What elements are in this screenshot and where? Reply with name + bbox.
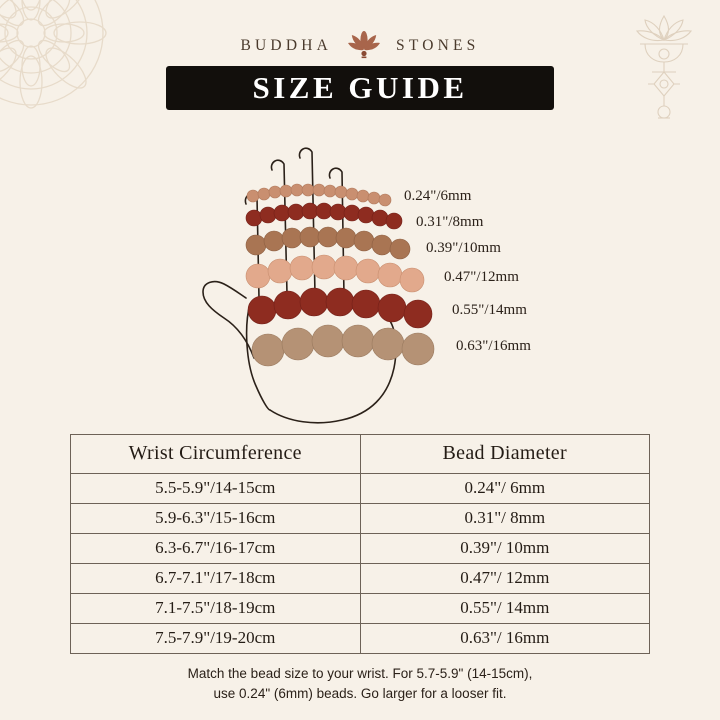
- bead-label-16mm: 0.63"/16mm: [456, 338, 531, 354]
- cell-bead: 0.31"/ 8mm: [360, 504, 650, 534]
- table-row: [71, 564, 650, 594]
- table-row: [71, 534, 650, 564]
- page-title-banner: [166, 66, 554, 110]
- cell-wrist: 7.1-7.5"/18-19cm: [71, 594, 361, 624]
- bracelet-row-10mm: [246, 227, 410, 259]
- size-table: [70, 434, 650, 654]
- table-row: [71, 474, 650, 504]
- table-row: [71, 504, 650, 534]
- table-header-wrist: Wrist Circumference: [71, 435, 361, 474]
- cell-wrist: 5.9-6.3"/15-16cm: [71, 504, 361, 534]
- cell-bead: 0.63"/ 16mm: [360, 624, 650, 654]
- bracelet-row-16mm: [252, 325, 434, 366]
- bracelet-row-6mm: [247, 184, 391, 206]
- bracelet-row-8mm: [246, 203, 402, 229]
- table-header-bead: Bead Diameter: [360, 435, 650, 474]
- table-row: [71, 594, 650, 624]
- cell-wrist: 6.7-7.1"/17-18cm: [71, 564, 361, 594]
- bead-label-10mm: 0.39"/10mm: [426, 240, 501, 256]
- cell-bead: 0.55"/ 14mm: [360, 594, 650, 624]
- mandala-decoration-top-right: [618, 6, 710, 126]
- bead-label-6mm: 0.24"/6mm: [404, 188, 472, 204]
- cell-wrist: 7.5-7.9"/19-20cm: [71, 624, 361, 654]
- bead-label-8mm: 0.31"/8mm: [416, 214, 484, 230]
- cell-bead: 0.24"/ 6mm: [360, 474, 650, 504]
- table-row: [71, 624, 650, 654]
- size-table-wrapper: [70, 434, 650, 654]
- cell-bead: 0.47"/ 12mm: [360, 564, 650, 594]
- cell-wrist: 6.3-6.7"/16-17cm: [71, 534, 361, 564]
- bead-label-14mm: 0.55"/14mm: [452, 302, 527, 318]
- brand-header: [0, 26, 720, 65]
- brand-word-left: BUDDHA: [240, 36, 333, 54]
- bracelet-row-12mm: [246, 255, 424, 292]
- bracelet-row-14mm: [248, 288, 432, 328]
- brand-word-right: STONES: [396, 36, 480, 54]
- footer-line-1: Match the bead size to your wrist. For 5.7-5.9" (14-15cm),: [187, 666, 533, 681]
- page-title: SIZE GUIDE: [252, 70, 468, 105]
- bead-label-12mm: 0.47"/12mm: [444, 269, 519, 285]
- hand-with-bracelets-illustration: [0, 118, 720, 428]
- cell-wrist: 5.5-5.9"/14-15cm: [71, 474, 361, 504]
- footer-note: [0, 664, 720, 703]
- lotus-icon: [346, 26, 382, 65]
- table-header-row: [71, 435, 650, 474]
- cell-bead: 0.39"/ 10mm: [360, 534, 650, 564]
- footer-line-2: use 0.24" (6mm) beads. Go larger for a looser fit.: [213, 685, 507, 701]
